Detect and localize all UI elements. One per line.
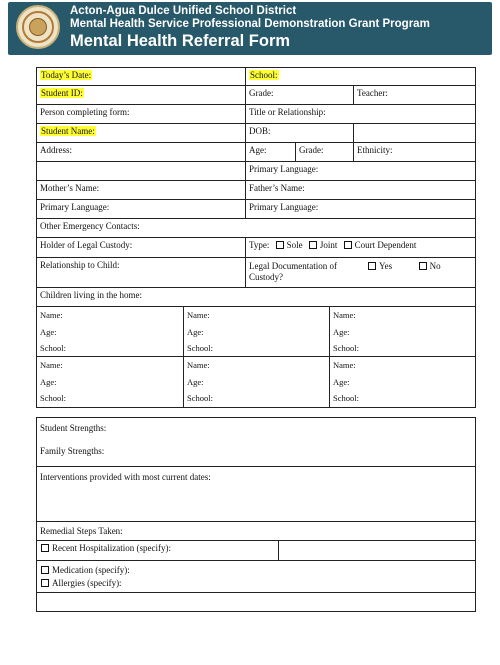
- ethnicity-label: Ethnicity:: [357, 145, 393, 155]
- child-school-label: School:: [187, 393, 213, 403]
- todays-date-label: Today’s Date:: [41, 70, 92, 80]
- ethnicity-field[interactable]: [353, 143, 475, 161]
- child-1[interactable]: [37, 307, 183, 357]
- child-age-label: Age:: [187, 326, 204, 337]
- legal-doc-line2: Custody?: [249, 272, 284, 282]
- child-2[interactable]: [183, 307, 329, 357]
- primary-language-label: Primary Language:: [249, 164, 319, 174]
- court-dependent-checkbox[interactable]: [344, 241, 352, 249]
- child-school-label: School:: [40, 393, 66, 403]
- row-hospitalization: [36, 541, 476, 561]
- child-5[interactable]: [183, 357, 329, 408]
- hospitalization-checkbox[interactable]: [41, 544, 49, 552]
- court-dependent-label: Court Dependent: [354, 240, 417, 250]
- row-parents: [36, 181, 476, 200]
- fathers-name-label: Father’s Name:: [249, 183, 305, 193]
- student-name-label: Student Name:: [41, 126, 95, 136]
- child-age-label: Age:: [40, 326, 57, 337]
- school-field[interactable]: [245, 68, 475, 85]
- child-name-label: Name:: [187, 310, 210, 320]
- blank-bottom-field[interactable]: [37, 593, 475, 611]
- no-checkbox[interactable]: [419, 262, 427, 270]
- row-id-grade-teacher: [36, 86, 476, 105]
- form-title: Mental Health Referral Form: [70, 32, 291, 50]
- relationship-child-field[interactable]: [37, 258, 245, 287]
- school-label: School:: [250, 70, 278, 80]
- seal-emblem: [29, 18, 47, 36]
- hospitalization-label: Recent Hospitalization (specify):: [52, 543, 171, 553]
- remedial-steps-label: Remedial Steps Taken:: [40, 526, 123, 536]
- medication-label: Medication (specify):: [52, 565, 130, 575]
- person-completing-label: Person completing form:: [40, 107, 130, 117]
- emergency-contacts-field[interactable]: [37, 219, 475, 237]
- joint-checkbox[interactable]: [309, 241, 317, 249]
- grade-label: Grade:: [249, 88, 274, 98]
- grade2-label: Grade:: [299, 145, 324, 155]
- row-interventions: [36, 467, 476, 522]
- student-id-label: Student ID:: [41, 88, 83, 98]
- program-name: Mental Health Service Professional Demonstration Grant Program: [70, 18, 430, 30]
- row-date-school: [36, 67, 476, 86]
- joint-label: Joint: [319, 240, 338, 250]
- title-relationship-label: Title or Relationship:: [249, 107, 326, 117]
- student-name-field[interactable]: [37, 124, 245, 142]
- sole-checkbox[interactable]: [276, 241, 284, 249]
- blank-cell: [353, 124, 475, 142]
- sole-label: Sole: [286, 240, 303, 250]
- row-person-title: [36, 105, 476, 124]
- medication-checkbox[interactable]: [41, 566, 49, 574]
- address-label: Address:: [40, 145, 72, 155]
- interventions-label: Interventions provided with most current dates:: [40, 472, 211, 482]
- allergies-label: Allergies (specify):: [52, 578, 122, 588]
- holder-custody-field[interactable]: [37, 238, 245, 257]
- child-school-label: School:: [333, 343, 359, 353]
- yes-checkbox[interactable]: [368, 262, 376, 270]
- remedial-steps-field[interactable]: [37, 522, 475, 540]
- children-in-home-label: Children living in the home:: [40, 290, 142, 300]
- teacher-label: Teacher:: [357, 88, 388, 98]
- student-id-field[interactable]: [37, 86, 245, 104]
- mothers-name-field[interactable]: [37, 181, 245, 199]
- todays-date-field[interactable]: [37, 68, 245, 85]
- district-name: Acton-Agua Dulce Unified School District: [70, 5, 297, 17]
- child-school-label: School:: [333, 393, 359, 403]
- mothers-name-label: Mother’s Name:: [40, 183, 100, 193]
- hospitalization-details-field[interactable]: [278, 541, 475, 560]
- header-text: [70, 5, 430, 51]
- district-seal-logo: [16, 5, 60, 49]
- child-age-label: Age:: [333, 376, 350, 387]
- relationship-child-label: Relationship to Child:: [40, 260, 120, 270]
- children-in-home-label-cell: [37, 288, 475, 306]
- row-strengths: [36, 417, 476, 467]
- grade-field[interactable]: [245, 86, 353, 104]
- mother-language-label: Primary Language:: [40, 202, 110, 212]
- row-relationship-documentation: [36, 258, 476, 288]
- child-age-label: Age:: [333, 326, 350, 337]
- row-primary-language-student: [36, 162, 476, 181]
- legal-documentation-question: [249, 261, 337, 283]
- child-name-label: Name:: [333, 360, 356, 370]
- medication-allergies-group: [37, 561, 475, 592]
- yes-no-options: [364, 261, 441, 272]
- legal-documentation-group: [245, 258, 475, 287]
- dob-field[interactable]: [245, 124, 353, 142]
- family-strengths-label: Family Strengths:: [40, 446, 105, 456]
- referral-form-table: [36, 67, 476, 408]
- address-continued[interactable]: [37, 162, 245, 180]
- age-field[interactable]: [245, 143, 295, 161]
- holder-custody-label: Holder of Legal Custody:: [40, 240, 133, 250]
- row-emergency: [36, 219, 476, 238]
- child-name-label: Name:: [333, 310, 356, 320]
- student-language-field[interactable]: [245, 162, 475, 180]
- row-name-dob: [36, 124, 476, 143]
- row-blank-bottom: [36, 593, 476, 612]
- legal-doc-line1: Legal Documentation of: [249, 261, 337, 271]
- row-children-header: [36, 288, 476, 307]
- custody-type-group: [245, 238, 475, 257]
- allergies-checkbox[interactable]: [41, 579, 49, 587]
- person-completing-field[interactable]: [37, 105, 245, 123]
- emergency-contacts-label: Other Emergency Contacts:: [40, 221, 140, 231]
- form-header: [8, 2, 492, 55]
- child-name-label: Name:: [187, 360, 210, 370]
- child-3[interactable]: [329, 307, 475, 357]
- child-school-label: School:: [187, 343, 213, 353]
- row-address: [36, 143, 476, 162]
- row-medication-allergies: [36, 561, 476, 593]
- children-row-2: [36, 357, 476, 408]
- father-language-label: Primary Language:: [249, 202, 319, 212]
- custody-type-label: Type:: [249, 240, 270, 250]
- child-school-label: School:: [40, 343, 66, 353]
- row-custody: [36, 238, 476, 258]
- child-6[interactable]: [329, 357, 475, 408]
- dob-label: DOB:: [249, 126, 271, 136]
- interventions-field[interactable]: [37, 467, 475, 521]
- teacher-field[interactable]: [353, 86, 475, 104]
- history-section-table: [36, 417, 476, 612]
- row-parent-languages: [36, 200, 476, 219]
- yes-label: Yes: [379, 261, 393, 271]
- child-age-label: Age:: [187, 376, 204, 387]
- fathers-name-field[interactable]: [245, 181, 475, 199]
- address-field[interactable]: [37, 143, 245, 161]
- child-name-label: Name:: [40, 310, 63, 320]
- child-name-label: Name:: [40, 360, 63, 370]
- strengths-field[interactable]: [37, 418, 475, 466]
- age-label: Age:: [249, 145, 267, 155]
- no-label: No: [429, 261, 441, 271]
- student-strengths-label: Student Strengths:: [40, 423, 107, 433]
- title-relationship-field[interactable]: [245, 105, 475, 123]
- mother-language-field[interactable]: [37, 200, 245, 218]
- child-age-label: Age:: [40, 376, 57, 387]
- row-remedial: [36, 522, 476, 541]
- children-row-1: [36, 307, 476, 357]
- grade2-field[interactable]: [295, 143, 353, 161]
- father-language-field[interactable]: [245, 200, 475, 218]
- hospitalization-group: [37, 541, 278, 560]
- child-4[interactable]: [37, 357, 183, 408]
